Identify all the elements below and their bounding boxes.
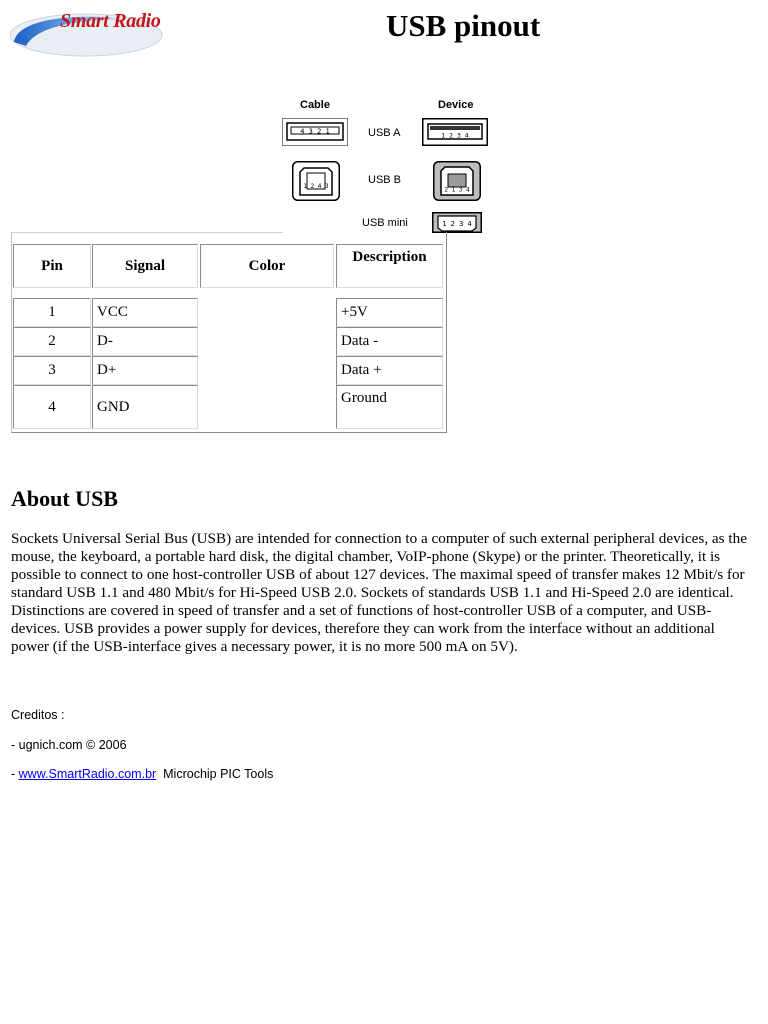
usb-b-device-icon <box>433 161 481 201</box>
smartradio-link[interactable]: www.SmartRadio.com.br <box>18 767 157 781</box>
credits-pic-tools: Microchip PIC Tools <box>156 767 274 781</box>
pin-table-cell-pin: 3 <box>13 356 91 385</box>
credits-dash: - <box>11 767 19 781</box>
usb-a-device-pins: 1 2 3 4 <box>441 131 469 140</box>
pin-table-cell-signal: VCC <box>92 298 198 327</box>
usb-mini-label: USB mini <box>362 217 408 229</box>
usb-b-cable-icon <box>292 161 340 201</box>
pin-table-header-color: Color <box>200 244 334 288</box>
credits-line-ugnich: - ugnich.com © 2006 <box>11 738 127 752</box>
about-paragraph: Sockets Universal Serial Bus (USB) are intended for connection to a computer of such external peripheral devices, as the mouse, the keyboard, a portable hard disk, the digital chamber, VoIP-phone (Skype) or the printer. Theoretically, it is possible to connect to one host-controller USB of about 127 devices. The maximal speed of transfer makes 12 Mbit/s for standard USB 1.1 and 480 Mbit/s for Hi-Speed USB 2.0. Sockets of standards USB 1.1 and Hi-Speed 2.0 are identical. Distinctions are covered in speed of transfer and a set of functions of host-controller USB of a computer, and USB-devices. USB provides a power supply for devices, therefore they can work from the interface without an additional power (if the USB-interface gives a necessary power, it is no more 500 mA on 5V). <box>11 530 747 655</box>
pin-table-cell-pin: 4 <box>13 385 91 429</box>
pin-table-cell-signal: D+ <box>92 356 198 385</box>
page-title: USB pinout <box>386 8 541 43</box>
usb-b-cable-pins: 1 2 4 3 <box>303 183 329 190</box>
pin-table-cell-signal: D- <box>92 327 198 356</box>
pin-table-cell-pin: 2 <box>13 327 91 356</box>
usb-b-device-pins: 2 1 3 4 <box>444 186 470 194</box>
smart-radio-logo <box>8 6 173 60</box>
usb-mini-device-pins: 1 2 3 4 <box>442 220 472 228</box>
pin-table-cell-description: +5V <box>336 298 443 327</box>
usb-b-label: USB B <box>368 174 402 186</box>
pin-table-header-signal: Signal <box>92 244 198 288</box>
diagram-col-device: Device <box>438 99 474 111</box>
usb-a-cable-pins: 4 3 2 1 <box>300 127 330 136</box>
diagram-col-cable: Cable <box>300 99 330 111</box>
credits-heading: Creditos : <box>11 708 65 722</box>
pin-table-cell-signal: GND <box>92 385 198 429</box>
pin-table-header-pin: Pin <box>13 244 91 288</box>
logo-text: Smart Radio <box>60 10 161 32</box>
credits-line-smartradio <box>11 767 273 781</box>
pin-table-cell-description: Ground <box>336 385 443 429</box>
usb-a-cable-icon <box>282 118 348 146</box>
pin-table-cell-pin: 1 <box>13 298 91 327</box>
usb-a-device-icon <box>422 118 488 146</box>
pin-table-cell-description: Data + <box>336 356 443 385</box>
usb-a-label: USB A <box>368 127 401 139</box>
about-heading: About USB <box>11 486 118 511</box>
pin-table-header-description: Description <box>336 244 443 288</box>
pin-table-cell-description: Data - <box>336 327 443 356</box>
usb-mini-device-icon <box>432 212 482 233</box>
